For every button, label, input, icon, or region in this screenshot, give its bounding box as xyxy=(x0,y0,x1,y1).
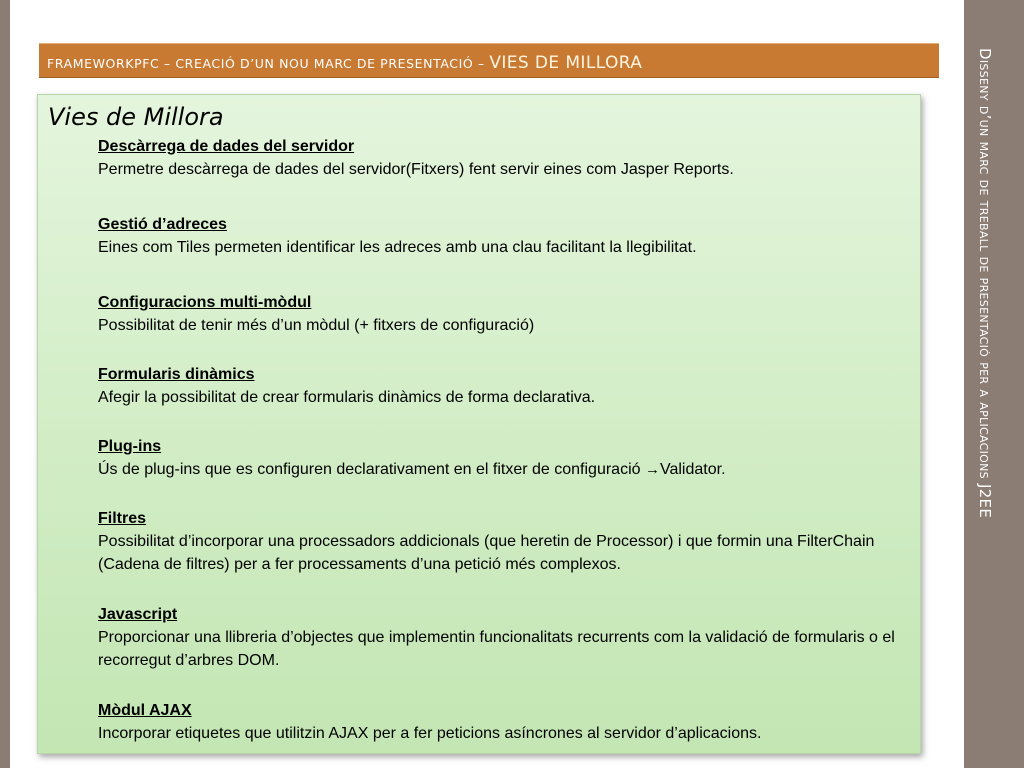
section-body: Permetre descàrrega de dades del servidor(Fitxers) fent servir eines com Jasper Reports. xyxy=(98,161,734,178)
section-title: Javascript xyxy=(98,606,178,623)
section-body: Possibilitat d’incorporar una processadors addicionals (que heretin de Processor) i que formin una FilterChain (Cadena de filtres) per a fer processaments d’una petició més complexos. xyxy=(98,533,875,573)
section-body xyxy=(98,458,913,481)
section-title: Configuracions multi-mòdul xyxy=(98,294,312,311)
section-descarrega xyxy=(98,136,913,181)
section-javascript xyxy=(98,604,913,672)
section-formularis xyxy=(98,364,913,409)
section-title: Filtres xyxy=(98,510,147,527)
right-arrow-icon: → xyxy=(644,461,660,478)
section-body: Eines com Tiles permeten identificar les adreces amb una clau facilitant la llegibilitat. xyxy=(98,239,697,256)
section-modul-ajax xyxy=(98,700,913,745)
section-filtres xyxy=(98,508,913,576)
header-accent: VIES DE MILLORA xyxy=(489,53,643,73)
section-body: Possibilitat de tenir més d’un mòdul (+ fitxers de configuració) xyxy=(98,317,535,334)
section-title: Plug-ins xyxy=(98,438,162,455)
vertical-presentation-title: Disseny d’un marc de treball de presentació per a aplicacions J2EE xyxy=(976,48,994,519)
box-title: Vies de Millora xyxy=(48,103,224,131)
plugins-validator: Validator. xyxy=(659,461,726,478)
section-body: Afegir la possibilitat de crear formularis dinàmics de forma declarativa. xyxy=(98,389,596,406)
content-box xyxy=(37,94,921,754)
plugins-text: Ús de plug-ins que es configuren declarativament en el fitxer de configuració xyxy=(98,461,645,478)
slide-header-bar xyxy=(39,43,939,78)
left-decorative-strip xyxy=(0,0,10,768)
section-title: Formularis dinàmics xyxy=(98,366,255,383)
section-body: Proporcionar una llibreria d’objectes que implementin funcionalitats recurrents com la validació de formularis o el recorregut d’arbres DOM. xyxy=(98,629,895,669)
right-side-panel xyxy=(964,0,1024,768)
slide-header xyxy=(47,53,642,73)
section-title: Gestió d’adreces xyxy=(98,216,227,233)
section-body: Incorporar etiquetes que utilitzin AJAX per a fer peticions asíncrones al servidor d’aplicacions. xyxy=(98,725,762,742)
section-plugins xyxy=(98,436,913,481)
section-gestio-adreces xyxy=(98,214,913,259)
section-title: Mòdul AJAX xyxy=(98,702,192,719)
header-prefix: FRAMEWORKPFC – CREACIÓ D’UN NOU MARC DE PRESENTACIÓ – xyxy=(47,56,490,71)
section-configuracions xyxy=(98,292,913,337)
section-title: Descàrrega de dades del servidor xyxy=(98,138,355,155)
